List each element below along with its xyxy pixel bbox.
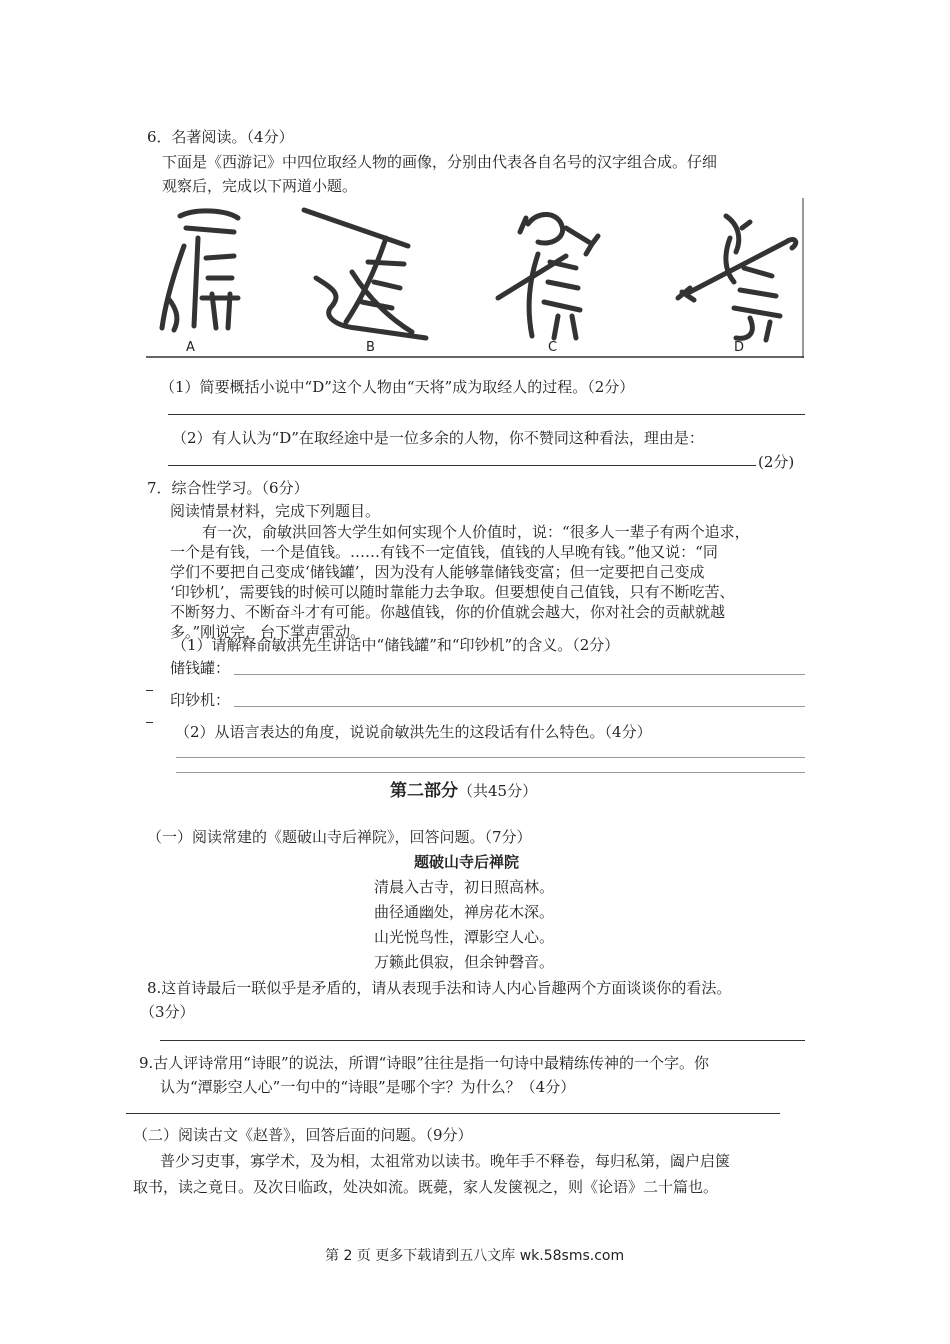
q8-line1: 8.这首诗最后一联似乎是矛盾的，请从表现手法和诗人内心旨趣两个方面谈谈你的看法。 [147,979,732,997]
prose-section-intro: （二）阅读古文《赵普》，回答后面的问题。（9分） [133,1126,473,1144]
q6-title: 6．名著阅读。（4分） [147,128,294,146]
q6-sub2: （2）有人认为“D”在取经途中是一位多余的人物，你不赞同这种看法，理由是： [172,429,704,447]
q9-line1: 9.古人评诗常用“诗眼”的说法，所谓“诗眼”往往是指一句诗中最精练传神的一个字。你 [139,1054,709,1072]
q7-passage-line2: 一个是有钱，一个是值钱。……有钱不一定值钱，值钱的人早晚有钱。”他又说：“同 [170,543,718,561]
q7-answer-line-b [234,706,805,707]
xiyouji-figure [146,198,804,358]
q8-answer-line [160,1040,805,1041]
q7-label-chuqianguan: 储钱罐： [170,659,231,677]
q9-line2: 认为“潭影空人心”一句中的“诗眼”是哪个字？为什么？（4分） [160,1078,576,1096]
figure-d-drawing [678,216,796,340]
part2-title: 第二部分 [390,781,458,801]
q6-answer-line-1 [168,414,805,415]
q6-sub1: （1）简要概括小说中“D”这个人物由“天将”成为取经人的过程。（2分） [160,378,635,396]
q8-line2: （3分） [140,1003,195,1021]
figure-label-d: D [734,340,745,355]
q7-sub2: （2）从语言表达的角度，说说俞敏洪先生的这段话有什么特色。（4分） [175,723,652,741]
q7-label-yinchaoji: 印钞机： [170,691,231,709]
q7-intro: 阅读情景材料，完成下列题目。 [170,502,381,520]
figure-c-drawing [498,214,598,338]
q7-passage-line4: ‘印钞机’，需要钱的时候可以随时靠能力去争取。但要想使自己值钱，只有不断吃苦、 [170,583,735,601]
q7-title: 7．综合性学习。（6分） [147,479,309,497]
q9-answer-line [126,1113,780,1114]
q7-answer-line-c [176,757,805,758]
figure-label-b: B [366,340,375,355]
q7-passage-line5: 不断努力、不断奋斗才有可能。你越值钱，你的价值就会越大，你对社会的贡献就越 [170,603,726,621]
poem-title: 题破山寺后禅院 [414,853,520,871]
figure-b-drawing [304,210,426,338]
page-footer: 第 2 页 更多下载请到五八文库 wk.58sms.com [325,1248,625,1264]
calligraphy-figures [146,198,804,358]
q7-passage-line6: 多。”刚说完，台下掌声雷动。 [170,623,366,641]
q7-answer-line-d [176,772,805,773]
q7-passage-line1: 有一次，俞敏洪回答大学生如何实现个人价值时，说：“很多人一辈子有两个追求， [202,523,750,541]
margin-dash-2 [146,722,153,723]
poem-line-1: 清晨入古寺，初日照高林。 [374,878,555,896]
part2-heading [390,776,537,801]
figure-label-a: A [186,340,195,355]
figure-a-drawing [162,211,238,330]
q6-answer-line-2 [168,465,756,466]
q6-intro-line2: 观察后，完成以下两道小题。 [162,177,358,195]
poem-line-2: 曲径通幽处，禅房花木深。 [374,903,555,921]
poem-line-3: 山光悦鸟性，潭影空人心。 [374,928,555,946]
figure-label-c: C [548,340,558,355]
part2-score: （共45分） [458,782,538,800]
q7-sub1: （1）请解释俞敏洪先生讲话中“储钱罐”和“印钞机”的含义。（2分） [172,636,620,654]
prose-line1: 普少习吏事，寡学术，及为相，太祖常劝以读书。晚年手不释卷，每归私第，阖户启箧 [160,1152,731,1170]
margin-dash-1 [146,690,153,691]
q7-passage-line3: 学们不要把自己变成‘储钱罐’，因为没有人能够靠储钱变富；但一定要把自己变成 [170,563,705,581]
q6-sub2-score: (2分) [758,453,795,471]
poem-section-intro: （一）阅读常建的《题破山寺后禅院》，回答问题。（7分） [147,828,532,846]
q7-answer-line-a [234,674,805,675]
poem-line-4: 万籁此俱寂，但余钟磬音。 [374,953,555,971]
q6-intro-line1: 下面是《西游记》中四位取经人物的画像，分别由代表各自名号的汉字组合成。仔细 [162,153,718,171]
prose-line2: 取书，读之竟日。及次日临政，处决如流。既薨，家人发箧视之，则《论语》二十篇也。 [133,1178,719,1196]
